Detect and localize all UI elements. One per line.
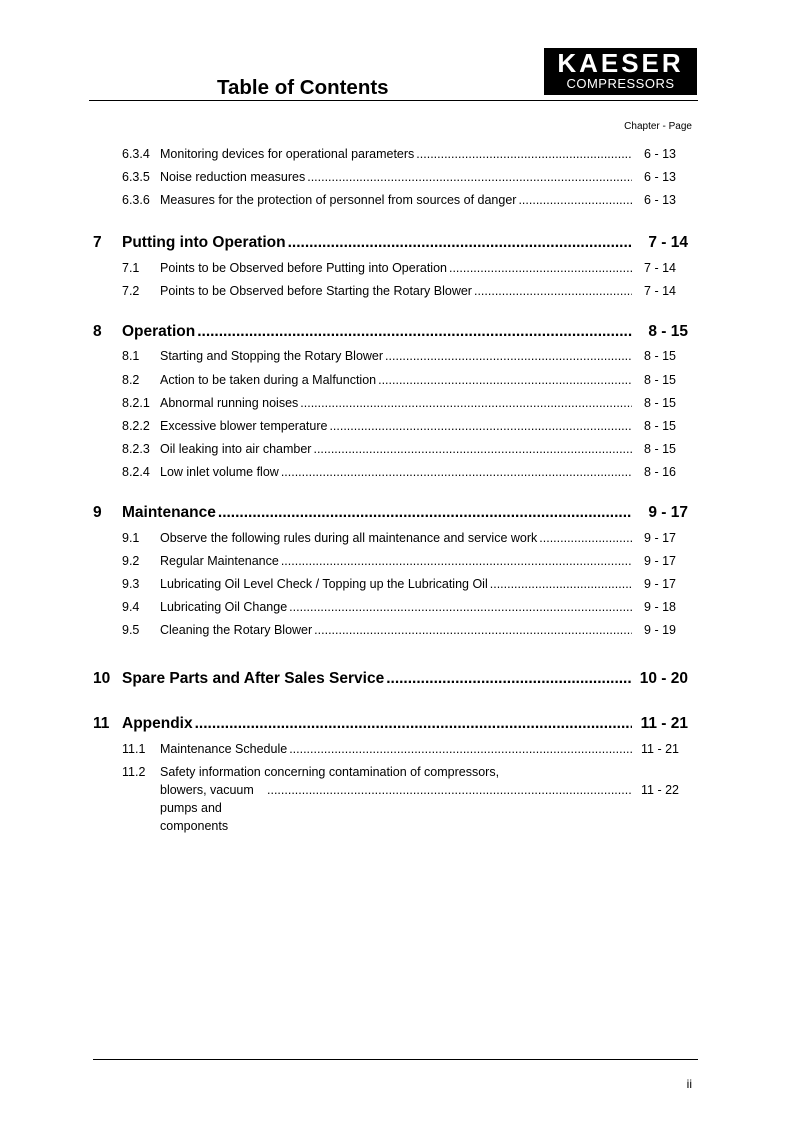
header-divider	[89, 100, 698, 101]
toc-entry-title: Noise reduction measures	[160, 170, 306, 184]
leader-dots	[378, 371, 632, 389]
chapter-number: 11	[93, 715, 110, 732]
toc-entry-title: Observe the following rules during all maintenance and service work	[160, 531, 538, 545]
toc-entry-title: Points to be Observed before Starting the Rotary Blower	[160, 284, 472, 298]
toc-entry-number: 6.3.6	[122, 193, 150, 207]
toc-entry[interactable]	[0, 463, 793, 481]
toc-chapter[interactable]	[0, 669, 793, 689]
toc-entry-number: 9.2	[122, 554, 140, 568]
toc-entry-title: Measures for the protection of personnel from sources of danger	[160, 193, 517, 207]
toc-entry[interactable]	[0, 529, 793, 547]
toc-chapter[interactable]	[0, 503, 793, 523]
toc-chapter[interactable]	[0, 322, 793, 342]
chapter-title: Appendix	[122, 715, 193, 732]
toc-entry-number: 9.4	[122, 600, 140, 614]
toc-entry-number: 8.1	[122, 349, 140, 363]
leader-dots	[197, 322, 632, 342]
toc-entry-number: 8.2	[122, 373, 140, 387]
toc-entry-number: 11.1	[122, 742, 146, 756]
toc-entry-number: 8.2.4	[122, 465, 150, 479]
toc-entry[interactable]	[0, 598, 793, 616]
toc-chapter[interactable]	[0, 714, 793, 734]
toc-entry[interactable]	[0, 417, 793, 435]
chapter-page: 8 - 15	[648, 323, 688, 340]
leader-dots	[289, 740, 632, 758]
toc-entry-title: Excessive blower temperature	[160, 419, 328, 433]
toc-chapter[interactable]	[0, 233, 793, 253]
kaeser-logo	[544, 48, 697, 95]
toc-entry[interactable]	[0, 763, 793, 833]
toc-entry-title: Action to be taken during a Malfunction	[160, 373, 377, 387]
leader-dots	[307, 168, 632, 186]
toc-entry[interactable]	[0, 394, 793, 412]
toc-entry-title: Cleaning the Rotary Blower	[160, 623, 313, 637]
chapter-page: 9 - 17	[648, 504, 688, 521]
leader-dots	[385, 347, 632, 365]
toc-entry[interactable]	[0, 168, 793, 186]
leader-dots	[416, 145, 632, 163]
chapter-number: 8	[93, 323, 102, 340]
chapter-page: 7 - 14	[648, 234, 688, 251]
toc-entry-title: Monitoring devices for operational parameters	[160, 147, 415, 161]
toc-entry-page: 7 - 14	[644, 261, 676, 275]
toc-entry[interactable]	[0, 440, 793, 458]
toc-entry-title: Regular Maintenance	[160, 554, 279, 568]
toc-entry-title: Lubricating Oil Level Check / Topping up the Lubricating Oil	[160, 577, 488, 591]
toc-entry-number: 8.2.2	[122, 419, 150, 433]
toc-entry-title-line2: blowers, vacuum pumps and components	[160, 783, 254, 833]
toc-entry[interactable]	[0, 282, 793, 300]
toc-entry-number: 6.3.5	[122, 170, 150, 184]
toc-entry-page: 8 - 15	[644, 396, 676, 410]
chapter-number: 10	[93, 670, 111, 687]
toc-entry-page: 8 - 15	[644, 442, 676, 456]
toc-entry-page: 9 - 18	[644, 600, 676, 614]
toc-entry-number: 11.2	[122, 765, 146, 779]
toc-entry-number: 6.3.4	[122, 147, 150, 161]
toc-entry-page: 9 - 17	[644, 531, 676, 545]
leader-dots	[449, 259, 632, 277]
toc-entry-title: Points to be Observed before Putting into Operation	[160, 261, 447, 275]
leader-dots	[313, 440, 632, 458]
toc-entry-page: 8 - 15	[644, 373, 676, 387]
chapter-title: Putting into Operation	[122, 234, 286, 251]
toc-entry-title: Oil leaking into air chamber	[160, 442, 312, 456]
toc-entry-number: 7.2	[122, 284, 140, 298]
leader-dots	[218, 503, 632, 523]
leader-dots	[195, 714, 632, 734]
column-header: Chapter - Page	[624, 121, 692, 132]
toc-entry[interactable]	[0, 145, 793, 163]
leader-dots	[281, 552, 632, 570]
chapter-number: 9	[93, 504, 102, 521]
toc-entry-title: Lubricating Oil Change	[160, 600, 288, 614]
toc-entry[interactable]	[0, 259, 793, 277]
toc-entry-page: 11 - 22	[641, 783, 679, 797]
leader-dots	[329, 417, 632, 435]
toc-entry-page: 11 - 21	[641, 742, 679, 756]
logo-wordmark: KAESER	[557, 48, 684, 78]
toc-entry-number: 9.1	[122, 531, 140, 545]
toc-entry-number: 9.3	[122, 577, 140, 591]
leader-dots	[539, 529, 632, 547]
toc-entry-title: Starting and Stopping the Rotary Blower	[160, 349, 384, 363]
toc-entry[interactable]	[0, 552, 793, 570]
toc-entry[interactable]	[0, 347, 793, 365]
leader-dots	[314, 621, 632, 639]
leader-dots	[300, 394, 632, 412]
toc-entry-number: 8.2.1	[122, 396, 150, 410]
page-title: Table of Contents	[217, 76, 389, 99]
page-number: ii	[686, 1077, 692, 1091]
toc-entry-page: 6 - 13	[644, 170, 676, 184]
leader-dots	[474, 282, 632, 300]
toc-entry-page: 6 - 13	[644, 193, 676, 207]
leader-dots	[490, 575, 632, 593]
chapter-page: 11 - 21	[640, 715, 688, 732]
leader-dots	[386, 669, 632, 689]
leader-dots	[518, 191, 632, 209]
chapter-page: 10 - 20	[639, 670, 688, 687]
toc-entry-title: Maintenance Schedule	[160, 742, 288, 756]
toc-entry-page: 8 - 16	[644, 465, 676, 479]
toc-entry-page: 9 - 19	[644, 623, 676, 637]
toc-entry-title: Low inlet volume flow	[160, 465, 279, 479]
toc-entry-page: 7 - 14	[644, 284, 676, 298]
leader-dots	[281, 463, 632, 481]
toc-entry-title-line1: Safety information concerning contamination of compressors,	[160, 765, 500, 779]
toc-entry[interactable]	[0, 740, 793, 758]
toc-entry-number: 8.2.3	[122, 442, 150, 456]
toc-entry[interactable]	[0, 575, 793, 593]
chapter-title: Maintenance	[122, 504, 216, 521]
toc-entry[interactable]	[0, 371, 793, 389]
leader-dots	[267, 781, 632, 799]
logo-subtitle: COMPRESSORS	[566, 76, 675, 91]
chapter-number: 7	[93, 234, 102, 251]
toc-entry-page: 9 - 17	[644, 554, 676, 568]
toc-entry-number: 7.1	[122, 261, 140, 275]
toc-entry-page: 8 - 15	[644, 349, 676, 363]
toc-entry[interactable]	[0, 191, 793, 209]
toc-entry[interactable]	[0, 621, 793, 639]
footer-divider	[93, 1059, 698, 1060]
toc-entry-page: 9 - 17	[644, 577, 676, 591]
chapter-title: Operation	[122, 323, 196, 340]
toc-entry-number: 9.5	[122, 623, 140, 637]
leader-dots	[288, 233, 632, 253]
leader-dots	[289, 598, 632, 616]
toc-entry-page: 8 - 15	[644, 419, 676, 433]
toc-entry-page: 6 - 13	[644, 147, 676, 161]
toc-entry-title: Abnormal running noises	[160, 396, 299, 410]
chapter-title: Spare Parts and After Sales Service	[122, 670, 385, 687]
